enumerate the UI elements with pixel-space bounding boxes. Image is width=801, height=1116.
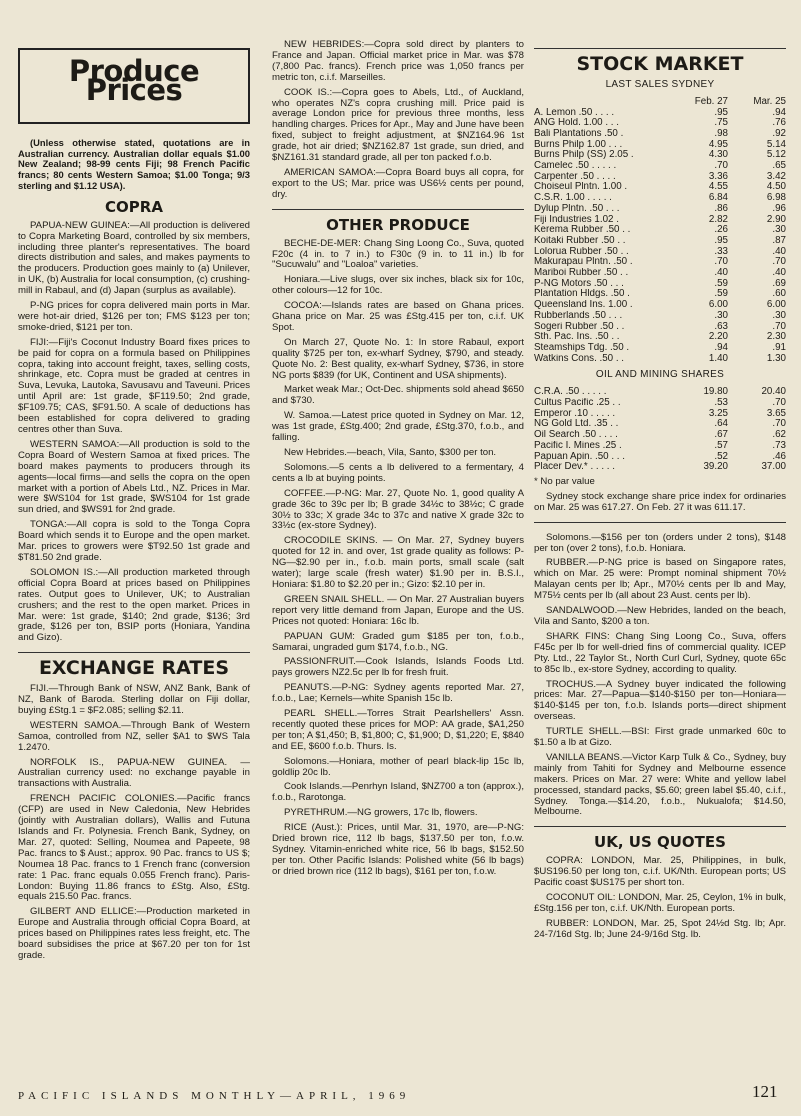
uk-us-section	[534, 856, 786, 940]
stock-name: Emperor .10 . . . . .	[534, 408, 616, 419]
title-box	[18, 48, 250, 124]
exchange-section	[18, 684, 250, 962]
stock-header-spacer	[534, 97, 670, 108]
paragraph: TONGA:—All copra is sold to the Tonga Copra Board which sends it to Europe and the open market. Mar. prices to growers were $T92.50 1st grade and $T81.50 2nd grade.	[18, 519, 250, 563]
price-feb: 6.00	[708, 299, 728, 311]
paragraph: SANDALWOOD.—New Hebrides, landed on the beach, Vila and Santo, $200 a ton.	[534, 605, 786, 627]
paragraph: Honiara.—Live slugs, over six inches, black six for 10c, other colours—12 for 10c.	[272, 274, 524, 297]
paragraph: RUBBER.—P-NG price is based on Singapore rates, which on Mar. 25 were: Prompt nominal shipment 70½ Malayan cents per lb; Apr., M70½ cents per lb and May, M75½ cents per lb (all about 23 Aust. cents per lb).	[534, 557, 786, 602]
price-feb: .63	[714, 320, 728, 332]
price-feb: 6.84	[708, 192, 728, 204]
paragraph: COFFEE.—P-NG: Mar. 27, Quote No. 1, good quality A grade 36c to 39c per lb; B grade 34½c to 38½c; C grade 30½ to 33c; X grade 34c to 37c and native X grade 32c to 33½c (ex-store Sydney).	[272, 487, 524, 532]
price-feb: .53	[714, 397, 728, 408]
copra-section	[18, 221, 250, 645]
stock-name: Kerema Rubber .50 . .	[534, 225, 631, 236]
section-divider	[272, 209, 524, 210]
paragraph: Market weak Mar.; Oct-Dec. shipments sold ahead $650 and $730.	[272, 384, 524, 407]
paragraph: P-NG prices for copra delivered main ports in Mar. were hot-air dried, $126 per ton; FMS $123 per ton; smoke-dried, $121 per ton.	[18, 300, 250, 333]
price-mar: 20.40	[761, 386, 786, 398]
price-feb: .33	[714, 245, 728, 257]
stock-name: A. Lemon .50 . . . .	[534, 107, 615, 118]
price-feb: .95	[714, 106, 728, 118]
section-divider	[534, 522, 786, 523]
last-sales-heading: LAST SALES SYDNEY	[605, 78, 715, 90]
stock-name: Burns Philp (SS) 2.05 .	[534, 150, 634, 161]
exchange-heading: EXCHANGE RATES	[38, 657, 230, 680]
paragraph: Solomons.—$156 per ton (orders under 2 tons), $148 per ton (over 2 tons), f.o.b. Honiara.	[534, 531, 786, 554]
stock-name: Fiji Industries 1.02 .	[534, 214, 619, 225]
stock-name: Mariboi Rubber .50 . .	[534, 268, 629, 279]
paragraph: W. Samoa.—Latest price quoted in Sydney on Mar. 12, was 1st grade, £Stg.400; 2nd grade, £Stg.370, f.o.b., and falling.	[272, 410, 524, 444]
stock-name: Camelec .50 . . . . .	[534, 161, 617, 172]
price-feb: .30	[714, 309, 728, 321]
paragraph: SHARK FINS: Chang Sing Loong Co., Suva, offers F45c per lb for well-dried fins of commercial quality. ICEP Pty. Ltd., 22 Taylor St., North Curl Curl, Sydney, quote 65c to 85c lb., ex-store Sydney, according to quality.	[534, 630, 786, 675]
stock-name: Carpenter .50 . . . .	[534, 171, 616, 182]
price-feb: 4.95	[708, 138, 728, 150]
paragraph: Cook Islands.—Penrhyn Island, $NZ700 a ton (approx.), f.o.b., Rarotonga.	[272, 781, 524, 804]
price-feb: .67	[714, 429, 728, 441]
stock-name: Queensland Ins. 1.00 .	[534, 300, 633, 311]
paragraph: FIJI:—Fiji's Coconut Industry Board fixes prices to be paid for copra on a formula based on Philippines copra, taking into account freight, taxes, selling costs, shrinkage, etc. Copra must be graded at centres in Suva, Levuka, Lautoka, Savusavu and Taveuni. Prices until April are: 1st grade, $F119.50; 2nd grade, $F109.75; CAS, $F91.50. A scale of deductions has been established for copra delivered to grading centres other than Suva.	[18, 336, 250, 436]
paragraph: GREEN SNAIL SHELL. — On Mar. 27 Australian buyers report very little demand from Japan, Europe and the US. Prices not quoted: Honiara: 16c lb.	[272, 593, 524, 627]
paragraph: CROCODILE SKINS. — On Mar. 27, Sydney buyers quoted for 12 in. and over, 1st grade quality as follows: P-NG—$2.90 per in., f.o.b. main ports, small scale (salt water); large scale (fresh water) $1.90 per in. B.S.I., Honiara: $1.80 to $2.20 per in.; Gizo: $2.10 per in.	[272, 535, 524, 590]
stock-name: Plantation Hldgs. .50 .	[534, 289, 630, 300]
price-mar: .69	[772, 277, 786, 289]
price-mar: .94	[772, 106, 786, 118]
stock-name: Placer Dev.* . . . . .	[534, 462, 615, 473]
price-mar: .87	[772, 234, 786, 246]
price-feb: .40	[714, 267, 728, 279]
paragraph: SOLOMON IS.:—All production marketed through official Copra Board at prices based on Philippines rates. Output goes to Unilever, UK; to Australian crushers; and the rest to the open market. Prices in Mar. were: 1st grade, $140; 2nd grade, $136; 3rd grade, $126 per ton, BSIP ports (Honiara, Yandina and Gizo).	[18, 566, 250, 644]
price-feb: .98	[714, 127, 728, 139]
price-mar: 6.98	[766, 192, 786, 204]
price-feb: .75	[714, 117, 728, 129]
paragraph: BECHE-DE-MER: Chang Sing Loong Co., Suva, quoted F20c (4 in. to 7 in.) to F30c (9 in. to 11 in.) lb for "Sucuwalu" and "Loaloa" varieties.	[272, 237, 524, 271]
paragraph: PAPUAN GUM: Graded gum $185 per ton, f.o.b., Samarai, ungraded gum $174, f.o.b., NG.	[272, 630, 524, 653]
stock-name: Steamships Tdg. .50 .	[534, 342, 630, 353]
stock-name: Pacific I. Mines .25 .	[534, 440, 622, 451]
price-feb: .94	[714, 341, 728, 353]
price-mar: 6.00	[766, 299, 786, 311]
paragraph: PEARL SHELL.—Torres Strait Pearlshellers' Assn. recently quoted these prices for MOP: AA grade, $A1,250 per ton; A $1,450; B, $1,800; C, $1,900; D, $1,220; E, $840 and EE, $600 f.o.b. Thurs. Is.	[272, 708, 524, 752]
price-mar: 3.42	[766, 170, 786, 182]
paragraph: COPRA: LONDON, Mar. 25, Philippines, in bulk, $US196.50 per long ton, c.i.f. UK/Nth. European ports; US Pacific coast $US175 per short ton.	[534, 855, 786, 889]
price-mar: 3.65	[766, 407, 786, 419]
paragraph: RICE (Aust.): Prices, until Mar. 31, 1970, are—P-NG: Dried brown rice, 112 lb bags, $137.50 per ton, f.o.w. Sydney. Vitamin-enriched white rice, 56 lb bags, $152.50 per ton. Other Pacific Islands: Polished white (56 lb bags) or dried brown rice (112 lb bags), $161 per ton, f.o.w.	[272, 822, 524, 877]
price-mar: .30	[772, 224, 786, 236]
price-mar: .70	[772, 320, 786, 332]
copra-continued	[272, 40, 524, 201]
column-right	[534, 48, 786, 945]
oil-table	[534, 387, 786, 473]
stock-name: Lolorua Rubber .50 . .	[534, 246, 629, 257]
oil-heading: OIL AND MINING SHARES	[595, 369, 725, 381]
price-mar: 5.12	[766, 149, 786, 161]
page-number: 121	[752, 1082, 778, 1101]
price-feb: .59	[714, 288, 728, 300]
paragraph: GILBERT AND ELLICE:—Production marketed in Europe and Australia through official Copra Board, at prices based on Philippines rates less freight, etc. The board subsidises the price at $67.20 per ton for 1st grade.	[18, 906, 250, 961]
price-feb: 3.36	[708, 170, 728, 182]
paragraph: PASSIONFRUIT.—Cook Islands, Islands Foods Ltd. pays growers NZ2.5c per lb for fresh fruit.	[272, 656, 524, 679]
paragraph: TURTLE SHELL.—BSI: First grade unmarked 60c to $1.50 a lb at Gizo.	[534, 726, 786, 749]
price-mar: .30	[772, 309, 786, 321]
stock-table	[534, 97, 786, 365]
intro-note: (Unless otherwise stated, quotations are in Australian currency. Australian dollar equals $1.00 New Zealand; 98-99 cents Fiji; 98 French Pacific francs; 80 cents Western Samoa; $1.00 Tonga; 9/3 sterling and $1.12 USA).	[18, 136, 250, 191]
uk-us-heading: UK, US QUOTES	[594, 833, 726, 852]
date-header-1: Feb. 27	[694, 95, 728, 107]
stock-name: Choiseul Plntn. 1.00 .	[534, 182, 628, 193]
price-feb: .70	[714, 160, 728, 172]
stock-name: Oil Search .50 . . . .	[534, 430, 618, 441]
price-mar: .70	[772, 418, 786, 430]
price-mar: .96	[772, 202, 786, 214]
paragraph: FRENCH PACIFIC COLONIES.—Pacific francs (CFP) are used in New Caledonia, New Hebrides (jointly with Australian dollars), Wallis and Futuna Islands and Fr. Polynesia. French Bank, Sydney, on Mar. 27, quoted: Selling, Noumea and Papeete, 98 Pac. francs to $ Aust.; approx. 90 Pac. francs to US $; Noumea 18 Pac. francs to 1 French franc (conversion rate: 1 Pac. franc equals 0.055 French franc). Paris-London: Buying 11.86 francs to £Stg. Also, £Stg. equals 215.50 Pac. francs.	[18, 793, 250, 903]
stock-name: C.R.A. .50 . . . . .	[534, 387, 607, 398]
stock-name: NG Gold Ltd. .35 . .	[534, 419, 619, 430]
stock-name: Sth. Pac. Ins. .50 . .	[534, 332, 620, 343]
price-feb: .59	[714, 277, 728, 289]
price-mar: .76	[772, 117, 786, 129]
stock-name: Koitaki Rubber .50 . .	[534, 235, 626, 246]
date-header-2: Mar. 25	[753, 95, 786, 107]
other-produce-continued	[534, 533, 786, 819]
price-feb: 19.80	[703, 386, 728, 398]
stock-name: ANG Hold. 1.00 . . .	[534, 118, 619, 129]
paragraph: COOK IS.:—Copra goes to Abels, Ltd., of Auckland, who operates NZ's copra crushing mill. Price paid is average London price for previous three months, less handling charges. Prices for Apr., May and June have been fixed, subject to freight adjustment, at $NZ164.96 1st grade, hot air dried; $NZ162.87 1st grade, sun dried, and $NZ161.31 standard grade, all per ton packed f.o.b.	[272, 86, 524, 164]
price-mar: 2.30	[766, 331, 786, 343]
paragraph: PEANUTS.—P-NG: Sydney agents reported Mar. 27, f.o.b., Lae; Kernels—white Spanish 15c lb.	[272, 682, 524, 705]
par-note: * No par value	[534, 475, 595, 487]
price-mar: .65	[772, 160, 786, 172]
price-feb: .52	[714, 450, 728, 462]
price-feb: 2.20	[708, 331, 728, 343]
price-feb: .64	[714, 418, 728, 430]
footer-masthead: PACIFIC ISLANDS MONTHLY—APRIL, 1969	[18, 1090, 411, 1102]
price-feb: 3.25	[708, 407, 728, 419]
price-feb: .95	[714, 234, 728, 246]
price-feb: 2.82	[708, 213, 728, 225]
page-title: Produce Prices	[68, 54, 200, 107]
column-left	[18, 40, 250, 966]
price-mar: .73	[772, 439, 786, 451]
price-feb: 1.40	[708, 352, 728, 364]
price-mar: .62	[772, 429, 786, 441]
stock-name: Sogeri Rubber .50 . .	[534, 321, 625, 332]
price-feb: .26	[714, 224, 728, 236]
stock-name: Bali Plantations .50 .	[534, 128, 624, 139]
price-mar: 5.14	[766, 138, 786, 150]
section-divider	[18, 652, 250, 653]
stock-name: Dylup Plntn. .50 . . .	[534, 203, 620, 214]
paragraph: On March 27, Quote No. 1: In store Rabaul, export quality $725 per ton, ex-wharf Sydney, $790, and steady. Quote No. 2: Best quality, ex-wharf Sydney, $736, in store NG ports $839 (for UK, Continent and USA shipments).	[272, 336, 524, 381]
stock-name: Rubberlands .50 . . .	[534, 310, 623, 321]
stock-name: P-NG Motors .50 . . .	[534, 278, 624, 289]
stock-name: Cultus Pacific .25 . .	[534, 398, 621, 408]
paragraph: Solomons.—Honiara, mother of pearl black-lip 15c lb, goldlip 20c lb.	[272, 755, 524, 778]
paragraph: COCOA:—Islands rates are based on Ghana prices. Ghana price on Mar. 25 was £Stg.415 per ton, c.i.f. UK Spot.	[272, 300, 524, 333]
stock-name: C.S.R. 1.00 . . . . .	[534, 193, 612, 204]
price-feb: 4.55	[708, 181, 728, 193]
price-feb: .70	[714, 256, 728, 268]
paragraph: VANILLA BEANS.—Victor Karp Tulk & Co., Sydney, buy mainly from Tahiti for Sydney and Melbourne essence makers. Prices on Mar. 27 were: White and yellow label processed, standard packs, $5.60; green label $5.40, c.i.f., Sydney. Tonga.—$14.20, f.o.b., Nukualofa; $14.50, Melbourne.	[534, 751, 786, 818]
other-produce-section	[272, 239, 524, 878]
index-note: Sydney stock exchange share price index for ordinaries on Mar. 25 was 617.27. On Feb. 27 it was 611.17.	[534, 490, 786, 513]
section-divider	[534, 48, 786, 49]
price-mar: .70	[772, 256, 786, 268]
price-mar: .40	[772, 245, 786, 257]
price-mar: 2.90	[766, 213, 786, 225]
price-feb: .57	[714, 439, 728, 451]
section-divider	[534, 826, 786, 827]
paragraph: TROCHUS.—A Sydney buyer indicated the following prices: Mar. 27—Papua—$140-$150 per ton—Honiara—$140-$145 per ton, f.o.b. Islands ports—direct shipment overseas.	[534, 678, 786, 723]
price-mar: .60	[772, 288, 786, 300]
stock-market-heading: STOCK MARKET	[576, 53, 744, 75]
paragraph: PYRETHRUM.—NG growers, 17c lb, flowers.	[284, 807, 478, 819]
price-mar: .92	[772, 127, 786, 139]
stock-name: Burns Philp 1.00 . . .	[534, 139, 623, 150]
price-mar: 1.30	[766, 352, 786, 364]
paragraph: COCONUT OIL: LONDON, Mar. 25, Ceylon, 1% in bulk, £Stg.156 per ton, c.i.f. UK/Nth. European ports.	[534, 892, 786, 914]
paragraph: PAPUA-NEW GUINEA:—All production is delivered to Copra Marketing Board, controlled by six members, including three planter's representatives. The board directs distribution and sales, and makes payments to the producers. Production goes mainly to (a) Unilever, in UK, (b) Australia for local consumption, (c) crushing-mill in Rabaul, and (d) Japan (surplus as available).	[18, 219, 250, 297]
price-feb: .86	[714, 202, 728, 214]
stock-name: Makurapau Plntn. .50 .	[534, 257, 633, 268]
paragraph: NEW HEBRIDES:—Copra sold direct by planters to France and Japan. Official market price in Mar. was $78 (7,800 Pac. francs). French price was 1,050 francs per metric ton, c.i.f. Marseilles.	[272, 39, 524, 83]
other-produce-heading: OTHER PRODUCE	[326, 215, 470, 234]
paragraph: AMERICAN SAMOA:—Copra Board buys all copra, for export to the US; Mar. price was US6½ cents per pound, dry.	[272, 166, 524, 200]
price-mar: .40	[772, 267, 786, 279]
paragraph: FIJI.—Through Bank of NSW, ANZ Bank, Bank of NZ, Bank of Baroda. Sterling dollar on Fiji dollar, buying £Stg.1 = $F2.085; selling $2.11.	[18, 683, 250, 716]
price-mar: 37.00	[761, 461, 786, 473]
paragraph: RUBBER: LONDON, Mar. 25, Spot 24½d Stg. lb; Apr. 24-7/16d Stg. lb; June 24-9/16d Stg. lb.	[534, 917, 786, 940]
paragraph: Solomons.—5 cents a lb delivered to a fermentary, 4 cents a lb at buying points.	[272, 461, 524, 484]
price-feb: 39.20	[703, 461, 728, 473]
paragraph: WESTERN SAMOA:—All production is sold to the Copra Board of Western Samoa at fixed prices. The board makes payments to producers through its agents—local firms—and sells the copra on the open market with a portion of Abels Ltd., NZ. Prices in Mar. were $WS104 for 1st grade, $WS104 for 1st grade sun dried, and $WS91 for 2nd grade.	[18, 438, 250, 516]
copra-heading: COPRA	[105, 197, 163, 216]
price-mar: .46	[772, 450, 786, 462]
stock-name: Watkins Cons. .50 . .	[534, 353, 625, 364]
paragraph: WESTERN SAMOA.—Through Bank of Western Samoa, controlled from NZ, seller $A1 to $WS Tala 1.2470.	[18, 719, 250, 753]
price-mar: 4.50	[766, 181, 786, 193]
price-mar: .70	[772, 397, 786, 408]
column-middle	[272, 40, 524, 882]
price-mar: .91	[772, 341, 786, 353]
paragraph: New Hebrides.—beach, Vila, Santo, $300 per ton.	[284, 447, 497, 458]
price-feb: 4.30	[708, 149, 728, 161]
stock-name: Papuan Apin. .50 . . .	[534, 451, 625, 462]
paragraph: NORFOLK IS., PAPUA-NEW GUINEA. — Australian currency used: no exchange payable in transactions with Australia.	[18, 756, 250, 790]
